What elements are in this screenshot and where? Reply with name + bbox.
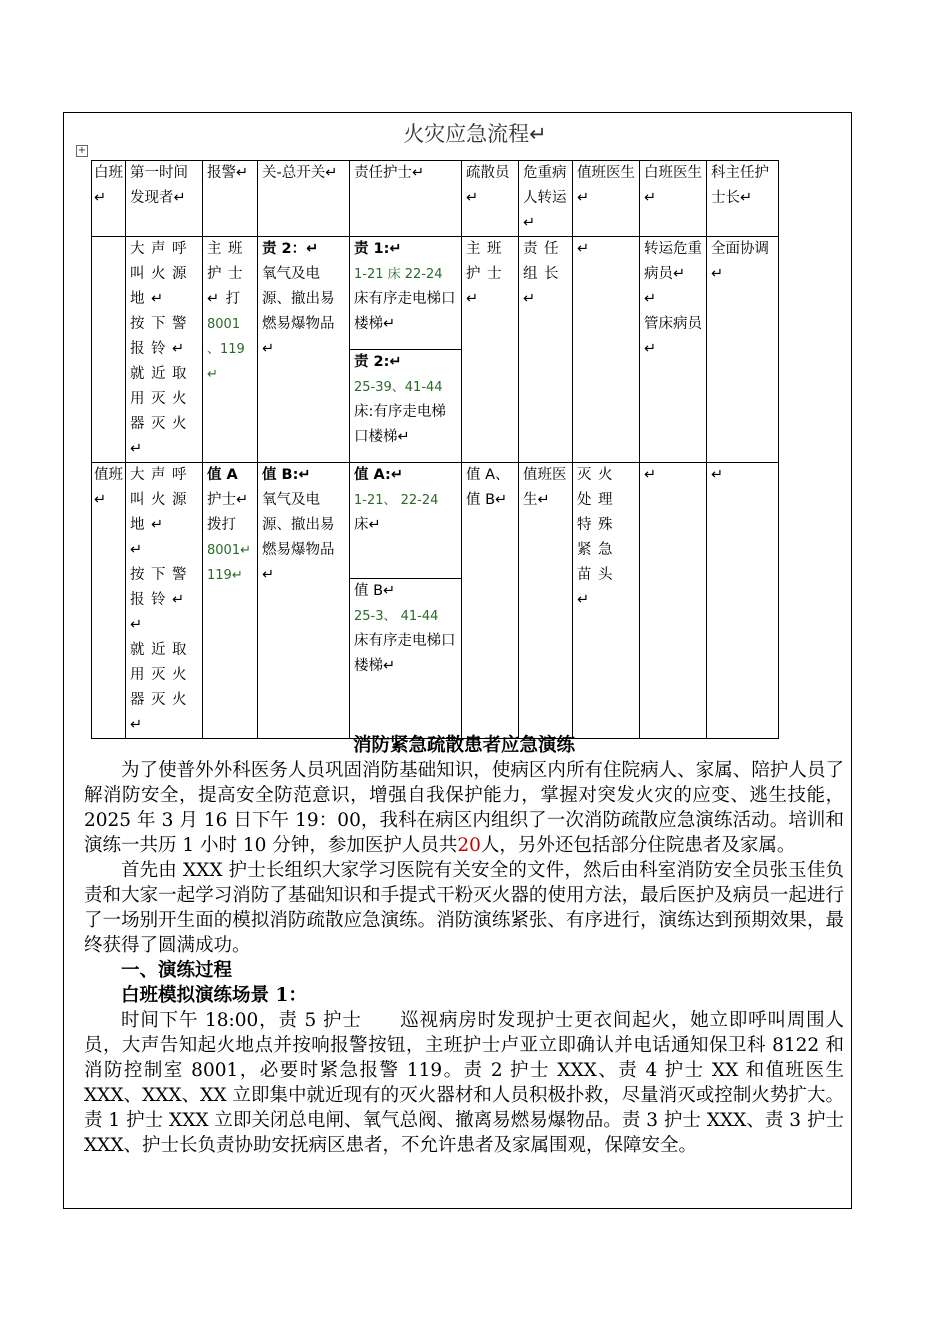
section-heading-process: 一、演练过程 [121,960,233,981]
header-evacuator: 疏散员↵ [462,161,519,237]
drill-article [84,733,844,1158]
article-title: 消防紧急疏散患者应急演练 [352,735,575,756]
header-day-shift: 白班↵ [92,161,126,237]
day-transfer-cell: 责任组长↵ [519,237,573,463]
day-head-cell: 全面协调↵ [707,237,779,463]
day-shift-cell [92,237,126,463]
day-nurse-1-cell: 责 1:↵ 1-21 床 22-24 床有序走电梯口楼梯↵ [350,237,462,350]
night-transfer-cell: 值班医生↵ [519,463,573,739]
header-main-switch: 关-总开关↵ [258,161,350,237]
night-nurse-2-cell: 值 B↵ 25-3、 41-44 床有序走电梯口楼梯↵ [350,579,462,739]
night-evacuator-cell: 值 A、值 B↵ [462,463,519,739]
flow-title: 火灾应急流程↵ [403,122,547,146]
header-critical-transfer: 危重病人转运↵ [519,161,573,237]
paragraph-day-scene: 时间下午 18:00，责 5 护士 巡视病房时发现护士更衣间起火，她立即呼叫周围人员，大声告知起火地点并按响报警按钮，主班护士卢亚立即确认并电话通知保卫科 8122 和消防控制室 8001，必要时紧急报警 119。责 2 护士 XXX、责 4 护士 XX 和值班医生 XXX、XXX、XX 立即集中就近现有的灭火器材和人员积极扑救，尽量消灭或控制火势扩大。责 1 护士 XXX 立即关闭总电闸、氧气总阀、撤离易燃易爆物品。责 3 护士 XXX、责 3 护士 XXX、护士长负责协助安抚病区患者，不允许患者及家属围观，保障安全。 [84,1010,844,1156]
night-duty-doctor-cell: 灭火处理特殊紧急苗头↵ [573,463,640,739]
header-alarm: 报警↵ [203,161,258,237]
night-discoverer-cell: 大声呼叫火源地↵ ↵ 按下警报铃↵ ↵ 就近取用灭火器灭火↵ [126,463,203,739]
day-evacuator-cell: 主班护士↵ [462,237,519,463]
night-alarm-cell: 值 A 护士↵拨打 8001↵ 119↵ [203,463,258,739]
day-alarm-cell: 主班护士↵打 8001 、119↵ [203,237,258,463]
header-first-discoverer: 第一时间发现者↵ [126,161,203,237]
day-nurse-2-cell: 责 2:↵ 25-39、41-44 床:有序走电梯口楼梯↵ [350,350,462,463]
day-duty-doctor-cell: ↵ [573,237,640,463]
day-row-a [92,237,779,350]
participant-count: 20 [457,835,481,856]
subheading-day-scene: 白班模拟演练场景 1： [121,985,307,1006]
paragraph-intro: 为了使普外外科医务人员巩固消防基础知识，使病区内所有住院病人、家属、陪护人员了解消防安全，提高安全防范意识，增强自我保护能力，掌握对突发火灾的应变、逃生技能，2025 年 3 月 16 日下午 19：00，我科在病区内组织了一次消防疏散应急演练活动。培训和演练一共历 1 小时 10 分钟，参加医护人员共20人，另外还包括部分住院患者及家属。 [84,760,844,856]
night-head-cell: ↵ [707,463,779,739]
header-duty-doctor: 值班医生↵ [573,161,640,237]
day-day-doctor-cell: 转运危重病员↵ ↵ 管床病员↵ [640,237,707,463]
table-header-row [92,161,779,237]
fire-emergency-flow-table [91,160,779,739]
night-power-cell: 值 B:↵ 氧气及电源、撤出易燃易爆物品↵ [258,463,350,739]
night-nurse-1-cell: 值 A:↵ 1-21、 22-24 床↵ [350,463,462,579]
night-day-doctor-cell: ↵ [640,463,707,739]
night-row-a [92,463,779,579]
paragraph-study: 首先由 XXX 护士长组织大家学习医院有关安全的文件，然后由科室消防安全员张玉佳负责和大家一起学习消防了基础知识和手提式干粉灭火器的使用方法，最后医护及病员一起进行了一场别开生面的模拟消防疏散应急演练。消防演练紧张、有序进行，演练达到预期效果，最终获得了圆满成功。 [84,860,844,956]
day-power-cell: 责 2：↵ 氧气及电源、撤出易燃易爆物品↵ [258,237,350,463]
header-day-doctor: 白班医生↵ [640,161,707,237]
header-director-head-nurse: 科主任护士长↵ [707,161,779,237]
day-discoverer-cell: 大声呼叫火源地↵ 按下警报铃↵ 就近取用灭火器灭火↵ [126,237,203,463]
night-shift-cell: 值班↵ [92,463,126,739]
header-responsible-nurse: 责任护士↵ [350,161,462,237]
table-move-handle-icon[interactable]: + [77,145,87,156]
